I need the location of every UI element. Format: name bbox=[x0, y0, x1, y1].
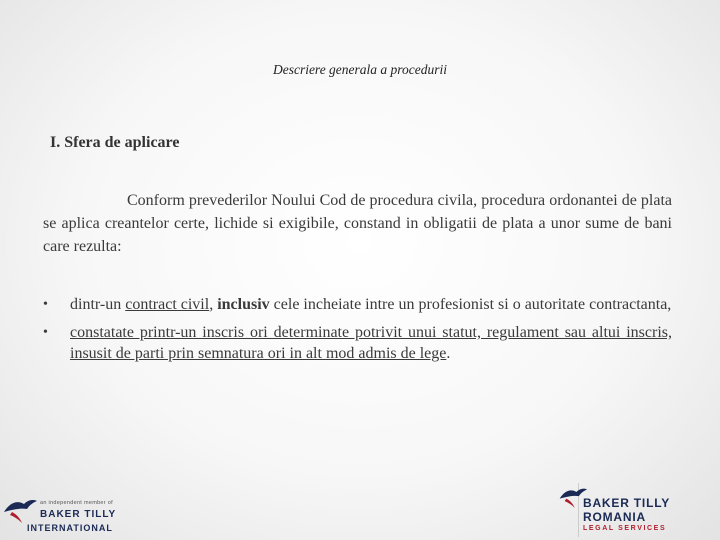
bullet-marker: • bbox=[43, 325, 48, 340]
bullet-underlined-text: contract civil bbox=[125, 296, 210, 313]
baker-tilly-international-logo bbox=[0, 492, 125, 536]
bullet-list bbox=[43, 294, 672, 371]
bullet-text: dintr-un bbox=[70, 296, 126, 313]
bullet-text: cele incheiate intre un profesionist si o autoritate contractanta, bbox=[269, 296, 672, 313]
list-item bbox=[43, 322, 672, 364]
baker-tilly-romania-logo bbox=[558, 483, 680, 538]
logo-line-1: BAKER TILLY bbox=[583, 496, 671, 510]
bird-logo-icon bbox=[2, 496, 38, 524]
bullet-underlined-text: constatate printr-un inscris ori determinate potrivit unui statut, regulament sau altui inscris, insusit de parti prin semnatura ori in alt mod admis de lege bbox=[70, 324, 672, 362]
bullet-marker: • bbox=[43, 297, 48, 312]
logo-line-2: ROMANIA bbox=[583, 510, 646, 524]
logo-line-3: LEGAL SERVICES bbox=[583, 525, 667, 532]
logo-suffix-text: INTERNATIONAL bbox=[27, 523, 113, 533]
intro-paragraph-text: Conform prevederilor Noului Cod de procedura civila, procedura ordonantei de plata se aplica creantelor certe, lichide si exigibile, constand in obligatii de plata a unor sume de bani care rezulta: bbox=[43, 192, 672, 255]
logo-brand-text: BAKER TILLY bbox=[40, 509, 117, 520]
list-item bbox=[43, 294, 672, 315]
bullet-text: , bbox=[209, 296, 218, 313]
bullet-text: . bbox=[446, 345, 451, 362]
logo-small-text: an independent member of bbox=[40, 500, 113, 506]
section-heading: I. Sfera de aplicare bbox=[50, 134, 180, 151]
bullet-bold-text: inclusiv bbox=[217, 296, 270, 313]
intro-paragraph bbox=[43, 189, 672, 258]
slide-subtitle: Descriere generala a procedurii bbox=[272, 62, 448, 77]
